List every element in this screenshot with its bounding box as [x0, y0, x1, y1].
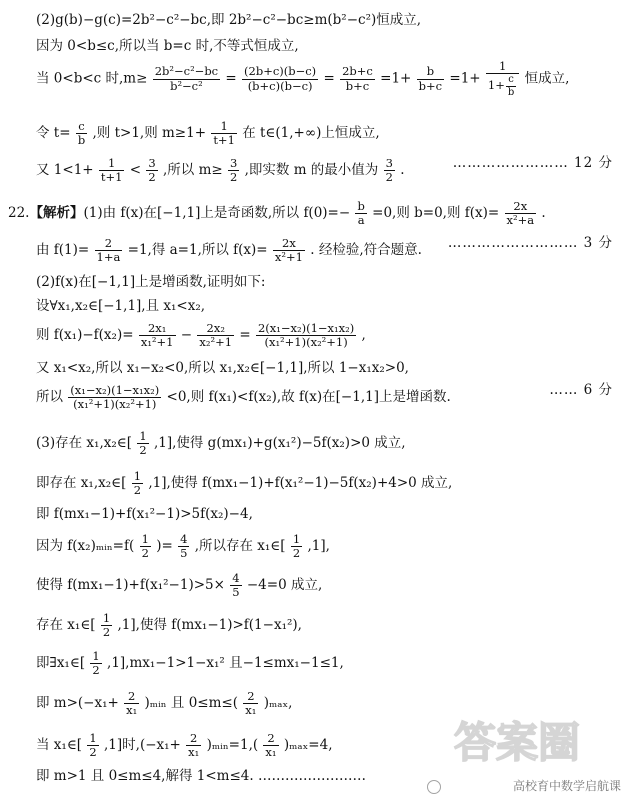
solution-line: 存在 x₁∈[ $\frac{1}{2}$ ,1],使得 f(mx₁−1)>f(1−x₁²), — [36, 611, 302, 640]
solution-line: 又 x₁<x₂,所以 x₁−x₂<0,所以 x₁,x₂∈[−1,1],所以 1−x₁x₂>0, — [36, 360, 409, 376]
solution-line: 由 f(1)= $\frac{2}{1+a}$ =1,得 a=1,所以 f(x)= $\frac{2x}{\text{x²+1}}$ . 经检验,符合题意. ……………………… 3 分 — [36, 235, 613, 265]
fraction: $\frac{\text{(x₁−x₂)(1−x₁x₂)}}{\text{(x₁²+1)(x₂²+1)}}$ — [70, 383, 160, 412]
fraction: $\frac{2}{\text{x₁}}$ — [126, 689, 138, 718]
fraction: $\frac{1}{2}$ — [102, 611, 111, 640]
text: 当 0<b<c 时,m≥ — [36, 70, 148, 87]
fraction: $\frac{c}{b}$ — [507, 74, 515, 98]
solution-line: 即 m>(−x₁+ $\frac{2}{\text{x₁}}$ )ₘᵢₙ 且 0≤m≤( $\frac{2}{\text{x₁}}$ )ₘₐₓ, — [36, 689, 293, 718]
text: 恒成立, — [524, 70, 570, 87]
fraction: $\frac{2}{\text{x₁}}$ — [265, 731, 277, 760]
solution-line: 即 f(mx₁−1)+f(x₁²−1)>5f(x₂)−4, — [36, 506, 253, 522]
fraction: $\frac{3}{2}$ — [385, 156, 393, 185]
fraction: $\frac{\text{2(x₁−x₂)(1−x₁x₂)}}{\text{(x₁²+1)(x₂²+1)}}$ — [257, 321, 355, 350]
fraction: $\frac{\text{2b²−c²−bc}}{\text{b²−c²}}$ — [154, 64, 219, 93]
fraction: $\frac{1}{2}$ — [89, 731, 97, 760]
text: 因为 0<b≤c,所以当 b=c 时,不等式恒成立, — [36, 38, 299, 54]
fraction: $\frac{c}{b}$ — [77, 119, 86, 148]
solution-line — [36, 14, 613, 28]
solution-line: 设∀x₁,x₂∈[−1,1],且 x₁<x₂, — [36, 298, 206, 314]
score-marker: ……………………… 3 分 — [447, 235, 613, 251]
solution-line: 即存在 x₁,x₂∈[ $\frac{1}{2}$ ,1],使得 f(mx₁−1)+f(x₁²−1)−5f(x₂)+4>0 成立, — [36, 469, 453, 498]
fraction: $\frac{1}{2}$ — [133, 469, 142, 498]
fraction: 1 1+ $\frac{c}{b}$ — [486, 60, 519, 98]
analysis-tag: 【解析】 — [29, 205, 84, 222]
solution-line: 则 f(x₁)−f(x₂)= $\frac{\text{2x₁}}{\text{x₁²+1}}$ − $\frac{\text{2x₂}}{\text{x₂²+1}}$ = $\frac{\text{2(x₁−x₂)(1−x₁x₂)}}{\text{(x₁²+1)(x₂²+1)}}$ , — [36, 321, 366, 350]
solution-line: 因为 f(x₂)ₘᵢₙ=f( $\frac{1}{2}$ )= $\frac{4}{5}$ ,所以存在 x₁∈[ $\frac{1}{2}$ ,1], — [36, 532, 330, 561]
watermark-text: 高校育中数学启航课 — [512, 779, 621, 793]
wechat-icon — [427, 780, 441, 794]
fraction: $\frac{\text{2x₂}}{\text{x₂²+1}}$ — [199, 321, 233, 350]
fraction: $\frac{1}{2}$ — [92, 649, 100, 678]
fraction: $\frac{2}{1+a}$ — [96, 236, 121, 265]
solution-line: 令 t= $\frac{c}{b}$ ,则 t>1,则 m≥1+ $\frac{1}{t+1}$ 在 t∈(1,+∞)上恒成立, — [36, 119, 380, 148]
fraction: $\frac{1}{2}$ — [292, 532, 301, 561]
solution-line: 又 1<1+ $\frac{1}{t+1}$ < $\frac{3}{2}$ ,所以 m≥ $\frac{3}{2}$ ,即实数 m 的最小值为 $\frac{3}{2}$ . …………………… 12 分 — [36, 155, 613, 185]
question-number: 22. — [8, 205, 30, 222]
fraction: $\frac{3}{2}$ — [148, 156, 156, 185]
score-marker: …… 6 分 — [549, 382, 613, 398]
fraction: $\frac{1}{2}$ — [141, 532, 149, 561]
fraction: $\frac{1}{t+1}$ — [213, 119, 235, 148]
question-22-line: 22.【解析】(1)由 f(x)在[−1,1]上是奇函数,所以 f(0)=− $\frac{b}{a}$ =0,则 b=0,则 f(x)= $\frac{2x}{\text{x²+a}}$ . — [8, 199, 546, 228]
fraction: $\frac{4}{5}$ — [180, 532, 188, 561]
fraction: $\frac{3}{2}$ — [230, 156, 238, 185]
solution-line: 所以 $\frac{\text{(x₁−x₂)(1−x₁x₂)}}{\text{(x₁²+1)(x₂²+1)}}$ <0,则 f(x₁)<f(x₂),故 f(x)在[−1,1]上是增函数. …… 6 分 — [36, 382, 613, 412]
solution-line: 使得 f(mx₁−1)+f(x₁²−1)>5× $\frac{4}{5}$ −4=0 成立, — [36, 571, 323, 600]
solution-line: 当 0<b<c 时,m≥ $\frac{\text{2b²−c²−bc}}{\text{b²−c²}}$ = $\frac{(2b+c)(b-c)}{(b+c)(b-c)}$ = $\frac{2b+c}{b+c}$ =1+ $\frac{b}{b+c}$ =1+ 1 1+ $\frac{c}{b}$ 恒成立, — [36, 59, 570, 98]
fraction: $\frac{b}{b+c}$ — [418, 64, 443, 93]
solution-line: (2)f(x)在[−1,1]上是增函数,证明如下: — [36, 274, 266, 290]
fraction: $\frac{(2b+c)(b-c)}{(b+c)(b-c)}$ — [244, 64, 317, 93]
solution-line: 当 x₁∈[ $\frac{1}{2}$ ,1]时,(−x₁+ $\frac{2}{\text{x₁}}$ )ₘᵢₙ=1,( $\frac{2}{\text{x₁}}$ )ₘₐₓ=4, — [36, 731, 333, 760]
fraction: $\frac{2b+c}{b+c}$ — [342, 64, 373, 93]
fraction: $\frac{2x}{\text{x²+1}}$ — [274, 236, 303, 265]
solution-line: (3)存在 x₁,x₂∈[ $\frac{1}{2}$ ,1],使得 g(mx₁)+g(x₁²)−5f(x₂)>0 成立, — [36, 429, 406, 458]
solution-line — [36, 40, 613, 54]
watermark-logo-text: 答案圈 — [453, 718, 581, 767]
fraction: $\frac{b}{a}$ — [357, 199, 365, 228]
fraction: $\frac{1}{2}$ — [139, 429, 147, 458]
fraction: $\frac{\text{2x₁}}{\text{x₁²+1}}$ — [140, 321, 174, 350]
fraction: $\frac{4}{5}$ — [232, 571, 240, 600]
fraction: $\frac{2}{\text{x₁}}$ — [245, 689, 257, 718]
solution-line: 即∃x₁∈[ $\frac{1}{2}$ ,1],mx₁−1>1−x₁² 且−1≤mx₁−1≤1, — [36, 649, 344, 678]
score-marker: …………………… 12 分 — [452, 155, 613, 171]
solution-line: 即 m>1 且 0≤m≤4,解得 1<m≤4. …………………… — [36, 768, 366, 784]
text: (2)g(b)−g(c)=2b²−c²−bc,即 2b²−c²−bc≥m(b²−c²)恒成立, — [36, 12, 422, 28]
fraction: $\frac{2}{\text{x₁}}$ — [188, 731, 200, 760]
fraction: $\frac{2x}{\text{x²+a}}$ — [506, 199, 535, 228]
fraction: $\frac{1}{t+1}$ — [100, 156, 123, 185]
